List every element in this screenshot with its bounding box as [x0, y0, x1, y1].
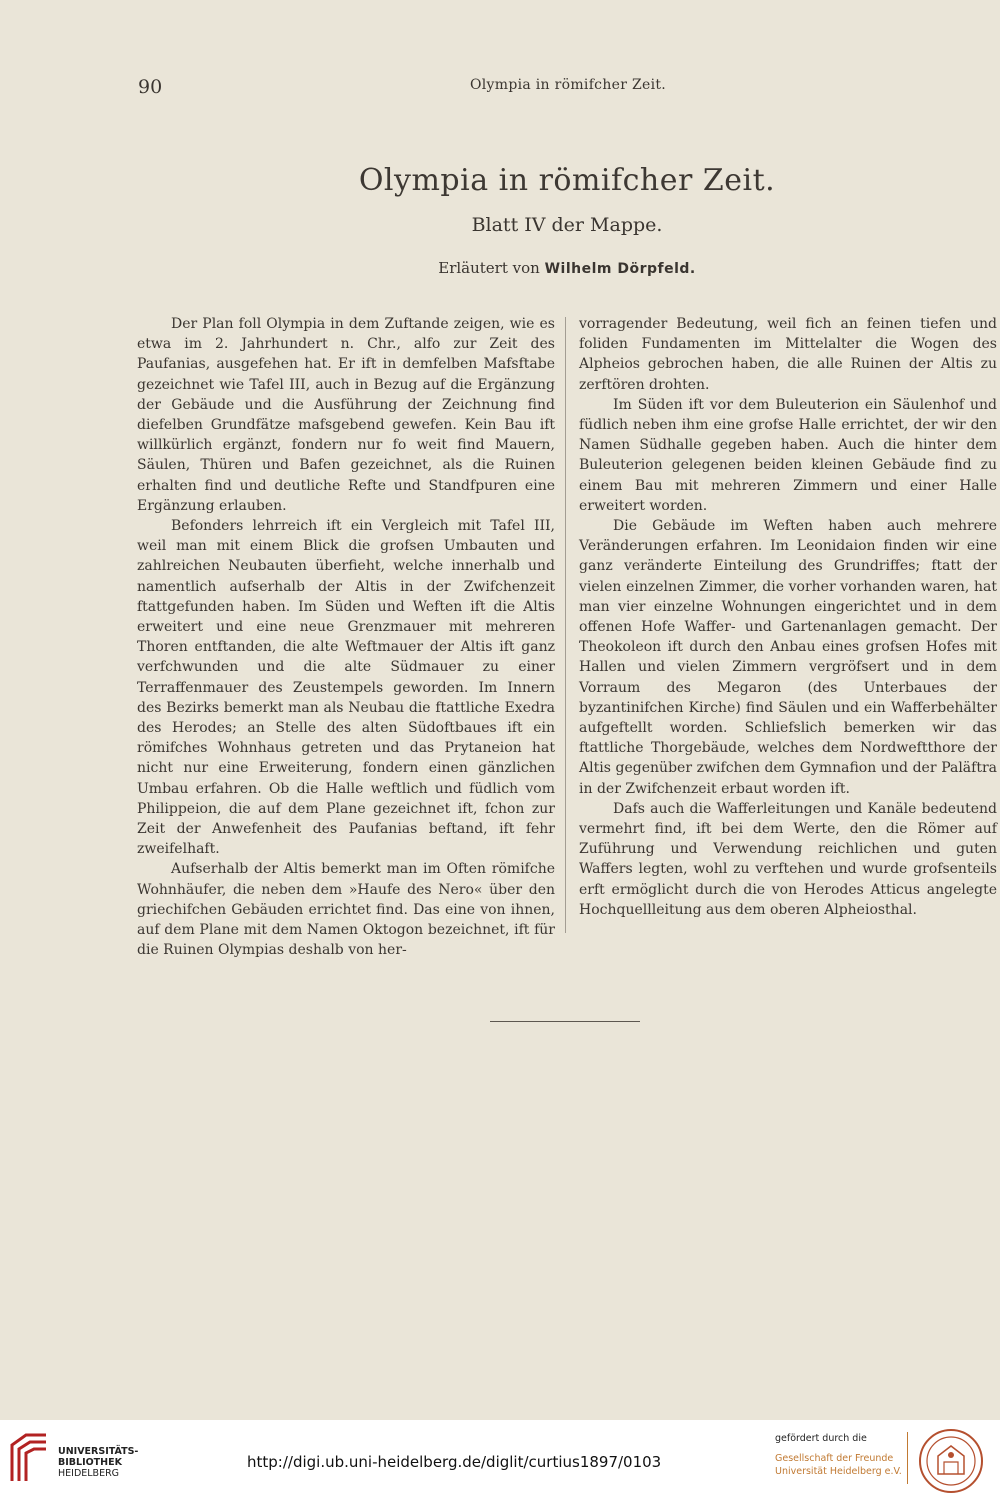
- paragraph: Im Süden ift vor dem Buleuterion ein Säulenhof und füdlich neben ihm eine grofse Halle errichtet, der wir den Namen Südhalle gegeben haben. Auch die hinter dem Buleuterion gelegenen beiden kleinen Gebäude find zu einem Bau mit mehreren Zimmern und einer Halle erweitert worden.: [579, 396, 997, 514]
- library-line-3: HEIDELBERG: [58, 1468, 120, 1479]
- source-url[interactable]: http://digi.ub.uni-heidelberg.de/diglit/curtius1897/0103: [247, 1453, 662, 1471]
- column-divider: [565, 317, 566, 933]
- footer-separator: [907, 1432, 908, 1484]
- page-number: 90: [138, 76, 163, 98]
- society-name: [775, 1452, 902, 1478]
- library-logo-icon: [8, 1431, 50, 1483]
- byline-prefix: Erläutert von: [438, 259, 540, 277]
- byline: [0, 259, 1000, 277]
- library-line-2: BIBLIOTHEK: [58, 1457, 122, 1468]
- article-title: Olympia in römifcher Zeit.: [358, 163, 776, 198]
- paragraph: Aufserhalb der Altis bemerkt man im Often römifche Wohnhäufer, die neben dem »Haufe des Nero« über den griechifchen Gebäuden errichtet find. Das eine von ihnen, auf dem Plane mit dem Namen Oktogon bezeichnet, ift für die Ruinen Olympias deshalb von her-: [137, 861, 555, 959]
- paragraph: Befonders lehrreich ift ein Vergleich mit Tafel III, weil man mit einem Blick die grofsen Umbauten und zahlreichen Neubauten überfieht, welche innerhalb und namentlich aufserhalb der Altis in der Zwifchenzeit ftattgefunden haben. Im Süden und Weften ift die Altis erweitert und eine neue Grenzmauer mit mehreren Thoren entftanden, die alte Weftmauer der Altis ift ganz verfchwunden und die alte Südmauer zu einer Terraffenmauer des Zeustempels geworden. Im Innern des Bezirks bemerkt man als Neubau die ftattliche Exedra des Herodes; an Stelle des alten Südoftbaues ift ein römifches Wohnhaus getreten und das Prytaneion hat nicht nur eine Erweiterung, fondern einen gänzlichen Umbau erfahren. Ob die Halle weftlich und füdlich vom Philippeion, die auf dem Plane gezeichnet ift, fchon zur Zeit der Anwefenheit des Paufanias beftand, ift fehr zweifelhaft.: [137, 518, 555, 858]
- left-column: [137, 314, 555, 961]
- paragraph: Der Plan foll Olympia in dem Zuftande zeigen, wie es etwa im 2. Jahrhundert n. Chr., alfo zur Zeit des Paufanias, ausgefehen hat. Er ift in demfelben Mafsftabe gezeichnet wie Tafel III, auch in Bezug auf die Ergänzung der Gebäude und die Ausführung der Zeichnung find diefelben Grundfätze mafsgebend gewefen. Kein Bau ift willkürlich ergänzt, fondern nur fo weit find Mauern, Säulen, Thüren und Bafen gezeichnet, als die Ruinen erhalten find und deutliche Refte und Standfpuren eine Ergänzung erlauben.: [137, 316, 555, 514]
- paragraph: Dafs auch die Wafferleitungen und Kanäle bedeutend vermehrt find, ift bei dem Werte, den die Römer auf Zuführung und Verwendung reichlichen und guten Waffers legten, wohl zu verftehen und wurde grofsenteils erft ermöglicht durch die von Herodes Atticus angelegte Hochquellleitung aus dem oberen Alpheiosthal.: [579, 800, 997, 918]
- society-line-1: Gesellschaft der Freunde: [775, 1453, 894, 1464]
- right-column: [579, 314, 997, 920]
- running-title: Olympia in römifcher Zeit.: [470, 77, 667, 93]
- society-line-2: Universität Heidelberg e.V.: [775, 1466, 902, 1477]
- author-name: Wilhelm Dörpfeld.: [544, 261, 696, 277]
- funded-by-label: gefördert durch die: [775, 1433, 867, 1444]
- paragraph: Die Gebäude im Weften haben auch mehrere Veränderungen erfahren. Im Leonidaion finden wir eine ganz veränderte Einteilung des Grundriffes; ftatt der vielen einzelnen Zimmer, die vorher vorhanden waren, hat man vier einzelne Wohnungen eingerichtet und in dem offenen Hofe Waffer- und Gartenanlagen gemacht. Der Theokoleon ift durch den Anbau eines grofsen Hofes mit Hallen und vielen Zimmern vergröfsert und in dem Vorraum des Megaron (des Unterbaues der byzantinifchen Kirche) find Säulen und ein Wafferbehälter aufgeftellt worden. Schliefslich bemerken wir das ftattliche Thorgebäude, welches dem Nordweftthore der Altis gegenüber zwifchen dem Gymnafion und der Paläftra in der Zwifchenzeit erbaut worden ift.: [579, 518, 997, 797]
- library-line-1: UNIVERSITÄTS-: [58, 1446, 139, 1457]
- library-name: [58, 1446, 138, 1479]
- end-rule: [490, 1021, 640, 1022]
- university-seal-icon: [918, 1428, 984, 1494]
- article-subtitle: Blatt IV der Mappe.: [471, 214, 663, 236]
- paragraph: vorragender Bedeutung, weil fich an feinen tiefen und foliden Fundamenten im Mittelalter die Wogen des Alpheios gebrochen haben, die alle Ruinen der Altis zu zerftören drohten.: [579, 316, 997, 393]
